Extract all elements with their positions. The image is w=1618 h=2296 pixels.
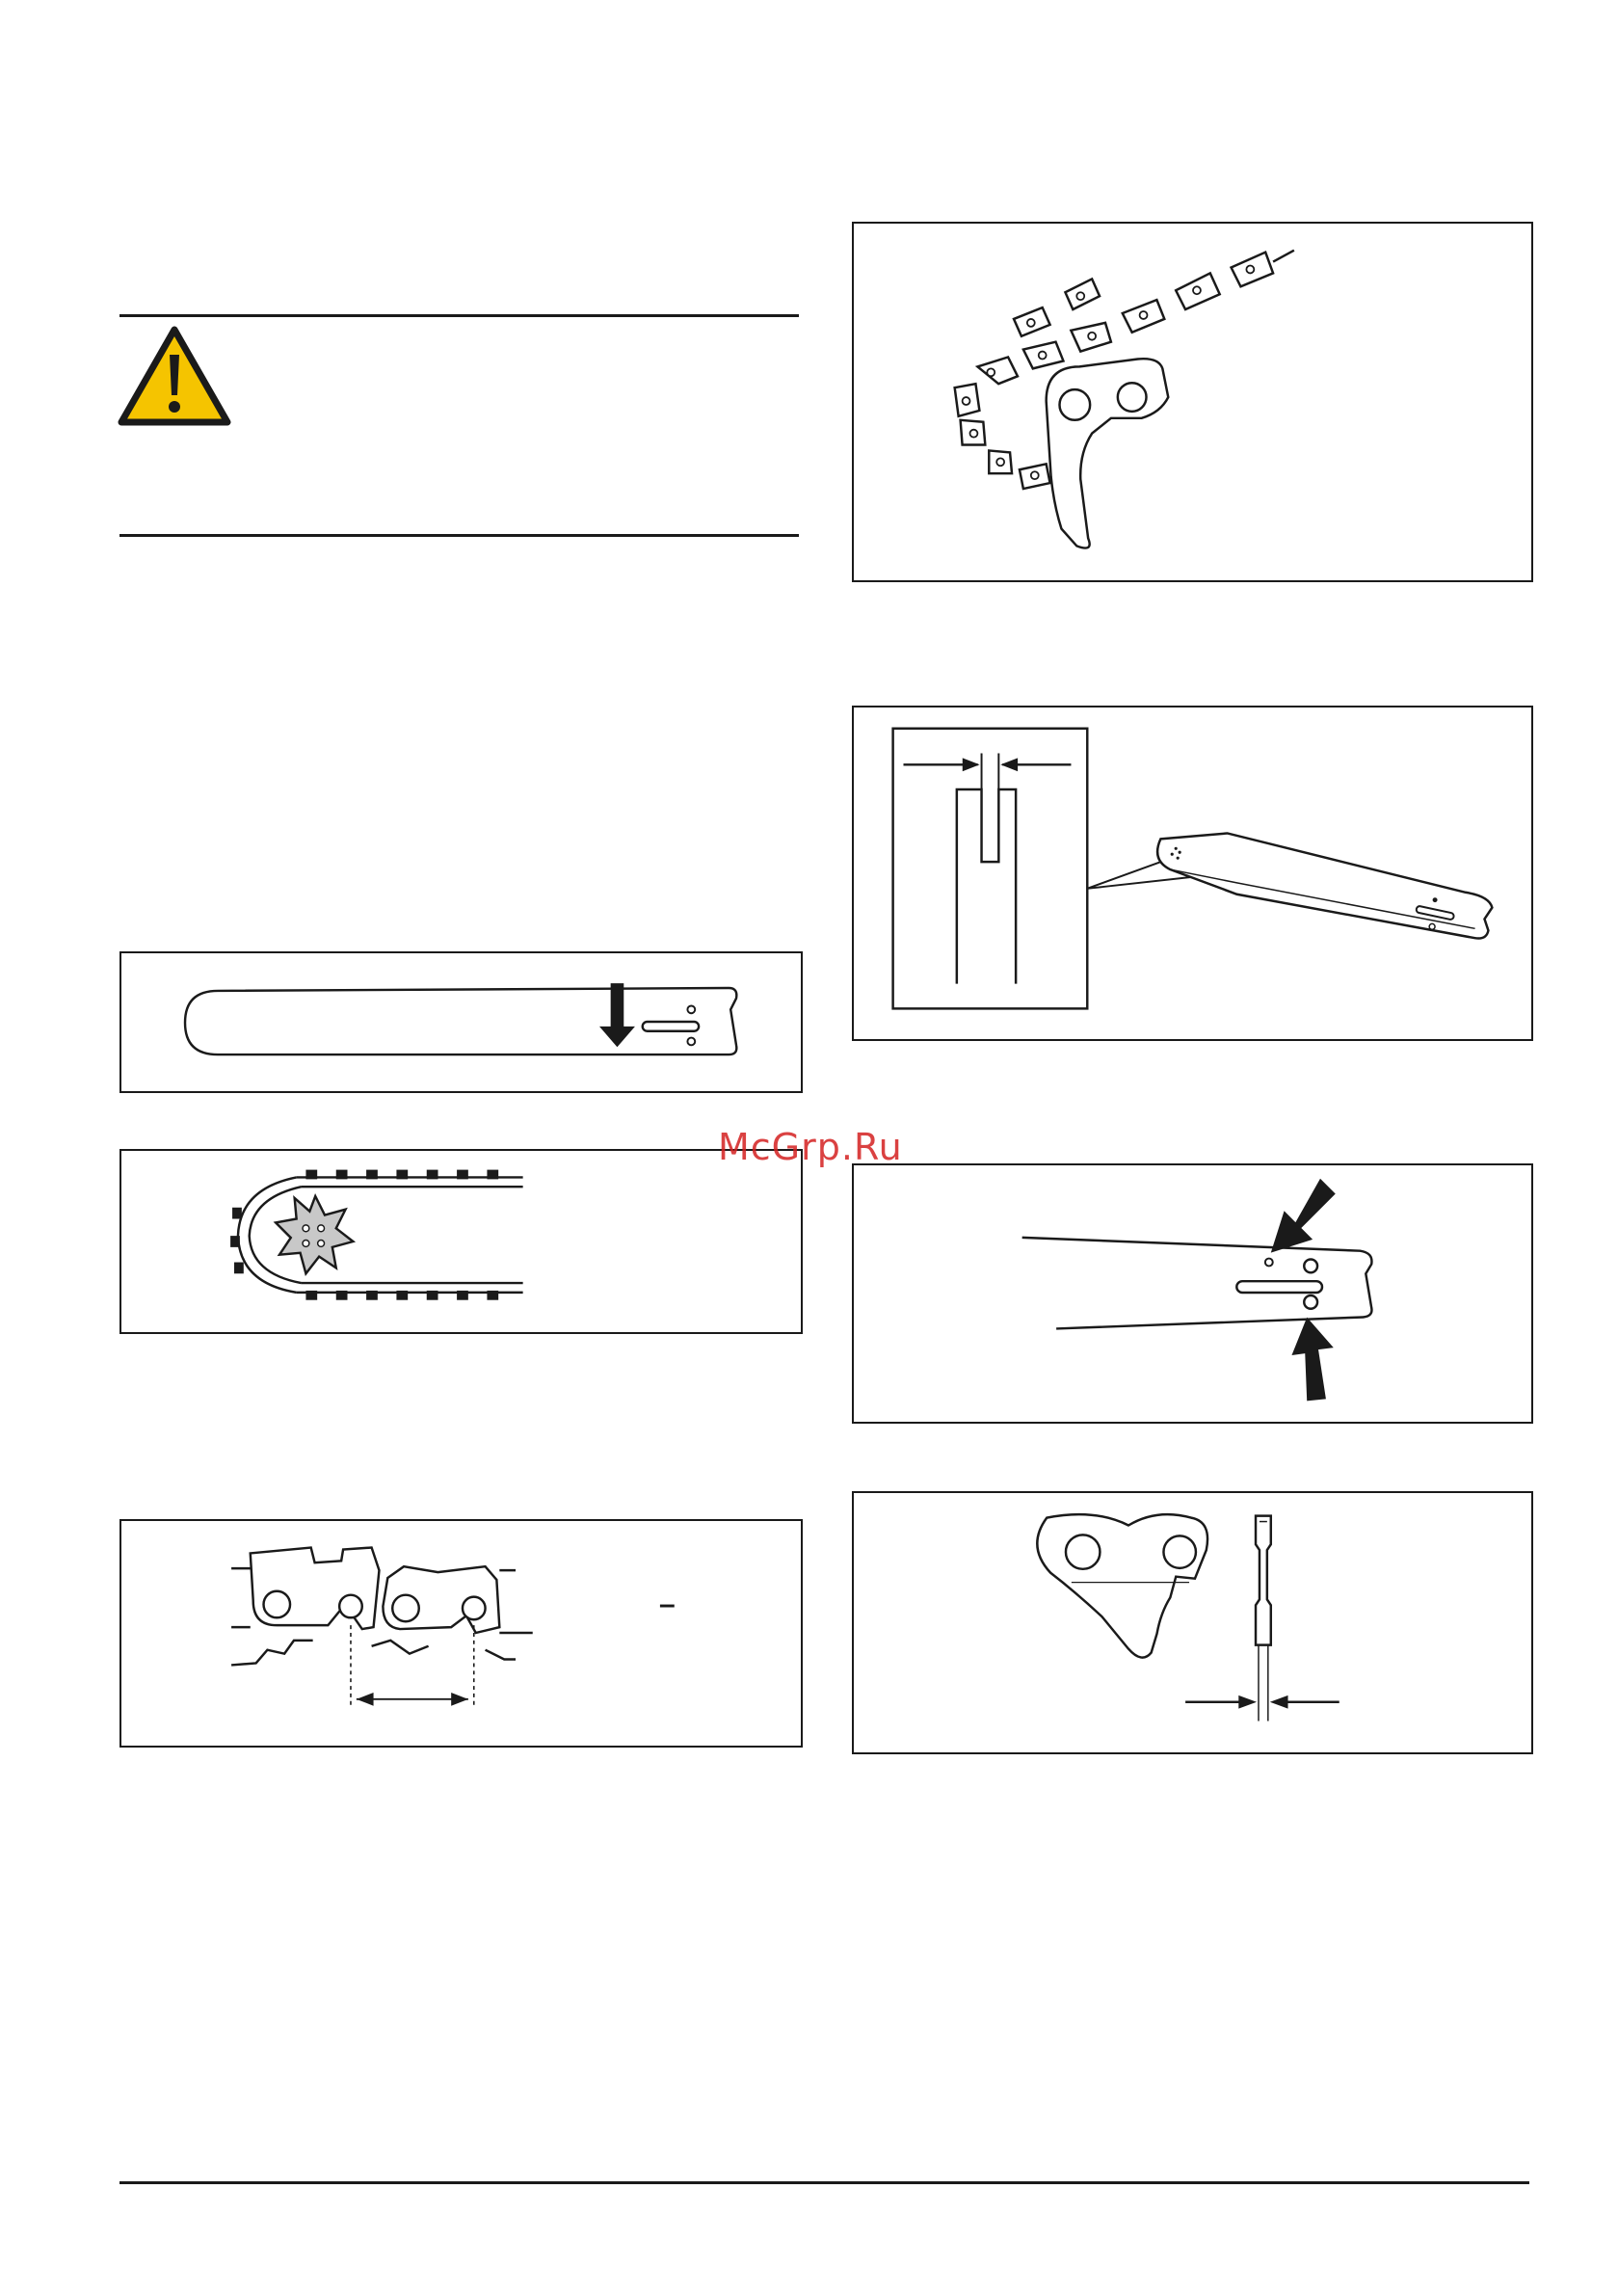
warning-triangle-icon: [118, 326, 231, 426]
pitch-label: –: [659, 1589, 676, 1620]
chain-and-drive-link-icon: [854, 224, 1531, 580]
drive-sprocket-chain-figure: [119, 1149, 803, 1334]
chain-pitch-figure: [119, 1519, 803, 1748]
bar-nose-holes-figure: [852, 1163, 1533, 1424]
bar-holes-arrows-icon: [854, 1165, 1531, 1422]
bar-groove-width-icon: [854, 707, 1531, 1039]
drive-link-gauge-icon: [854, 1493, 1531, 1752]
chain-pitch-measure-icon: [121, 1521, 801, 1746]
warning-top-rule: [119, 314, 799, 317]
warning-bottom-rule: [119, 534, 799, 537]
guide-bar-figure: [119, 951, 803, 1093]
guide-bar-arrow-icon: [121, 953, 801, 1091]
footer-rule: [119, 2181, 1529, 2184]
bar-groove-width-figure: [852, 706, 1533, 1041]
saw-chain-drive-link-figure: [852, 222, 1533, 582]
watermark: McGrp.Ru: [718, 1126, 903, 1168]
sprocket-chain-icon: [121, 1151, 801, 1332]
drive-link-gauge-figure: [852, 1491, 1533, 1754]
